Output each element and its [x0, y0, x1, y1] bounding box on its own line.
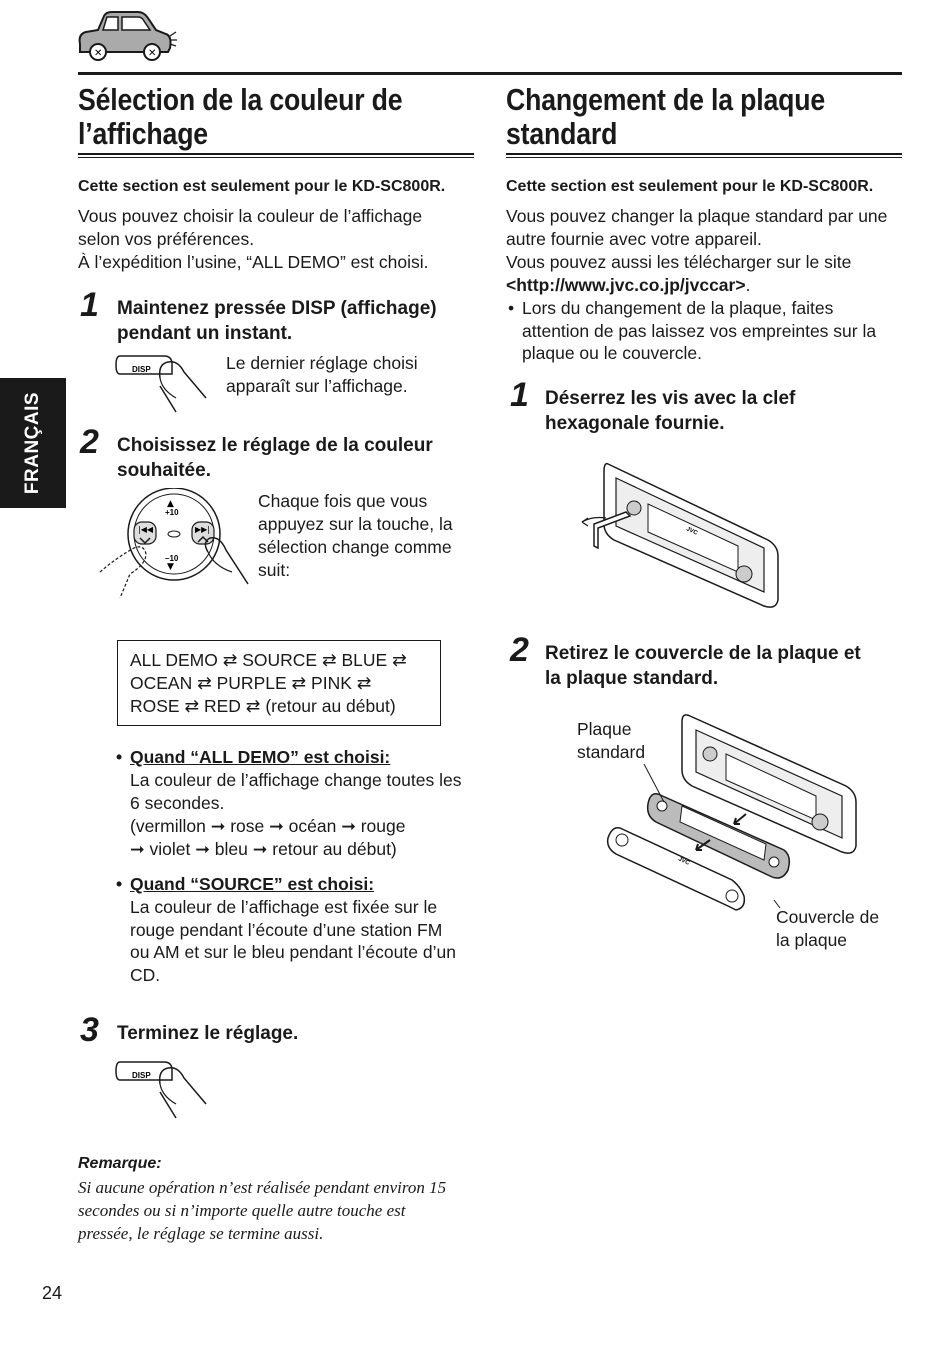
bullet2-line2: rouge pendant l’écoute d’une station FM [130, 920, 443, 940]
left-step1-line1: Maintenez pressée DISP (affichage) [117, 298, 437, 319]
pad-up-label: +10 [165, 508, 179, 517]
bullet2-heading: Quand “SOURCE” est choisi: [130, 874, 375, 894]
label-plaque-line2: standard [577, 742, 646, 762]
color-sequence-box [117, 640, 441, 726]
svg-text:|◀◀: |◀◀ [138, 525, 153, 534]
bullet2-line1: La couleur de l’affichage est fixée sur le [130, 897, 438, 917]
bullet2-dot: • [116, 874, 123, 894]
left-body-line1: Vous pouvez choisir la couleur de l’affichage [78, 206, 423, 226]
left-step2-line1: Choisissez le réglage de la couleur [117, 435, 433, 456]
right-bullet-line2: attention de pas laissez vos empreintes sur la [522, 321, 877, 341]
left-step1-number: 1 [80, 286, 99, 324]
left-step1-line2: pendant un instant. [117, 323, 293, 344]
svg-text:▲: ▲ [167, 499, 174, 509]
right-intro: Cette section est seulement pour le KD-SC800R. [506, 178, 874, 195]
bullet2-line4: CD. [130, 965, 161, 985]
left-body-line3: À l’expédition l’usine, “ALL DEMO” est choisi. [78, 252, 429, 272]
jvc-url-link[interactable]: <http://www.jvc.co.jp/jvccar> [506, 275, 746, 295]
right-step2-number: 2 [510, 631, 529, 669]
bullet1-line2: 6 secondes. [130, 793, 225, 813]
disp-button-illustration-2 [114, 1056, 210, 1122]
right-step1-line1: Déserrez les vis avec la clef [545, 388, 796, 409]
label-couvercle-line2: la plaque [776, 930, 848, 950]
remark-line1: Si aucune opération n’est réalisée pendant environ 15 [78, 1178, 447, 1197]
disp-label: DISP [132, 365, 151, 374]
plate-removal-illustration [606, 710, 864, 916]
label-couvercle-line1: Couvercle de [776, 907, 880, 927]
bullet1-line4: ➞ violet ➞ bleu ➞ retour au début) [130, 839, 397, 859]
jvc-logo-1: JVC [685, 526, 699, 537]
left-step2-number: 2 [80, 423, 99, 461]
sequence-line3: ROSE ⇄ RED ⇄ (retour au début) [130, 696, 396, 716]
right-bullet-line1: Lors du changement de la plaque, faites [522, 298, 834, 318]
bullet2-line3: ou AM et sur le bleu pendant l’écoute d’un [130, 942, 456, 962]
left-step2-line2: souhaitée. [117, 460, 211, 481]
svg-text:✕: ✕ [94, 48, 103, 59]
faceplate-hex-key-illustration [578, 460, 794, 614]
left-step3-text: Terminez le réglage. [117, 1023, 299, 1044]
bullet1-heading: Quand “ALL DEMO” est choisi: [130, 747, 391, 767]
right-step1-number: 1 [510, 376, 529, 414]
left-body-line2: selon vos préférences. [78, 229, 255, 249]
left-step2-desc1: Chaque fois que vous [258, 491, 428, 511]
right-title-line1: Changement de la plaque [506, 82, 825, 117]
language-tab [0, 378, 66, 508]
left-title-line2: l’affichage [78, 116, 208, 151]
remark-title: Remarque: [78, 1155, 162, 1172]
disp-button-illustration [114, 350, 210, 416]
control-pad-illustration [96, 488, 252, 600]
left-step2-desc2: appuyez sur la touche, la [258, 514, 453, 534]
right-title-line2: standard [506, 116, 618, 151]
right-step2-line1: Retirez le couvercle de la plaque et [545, 643, 861, 664]
remark-line3: pressée, le réglage se termine aussi. [78, 1224, 324, 1243]
car-icon [74, 8, 178, 66]
right-body-line1: Vous pouvez changer la plaque standard par une [506, 206, 888, 226]
url-period: . [745, 275, 751, 295]
header-rule [78, 72, 902, 75]
right-bullet-line3: plaque ou le couvercle. [522, 343, 702, 363]
left-step2-desc3: sélection change comme [258, 537, 452, 557]
right-step1-line2: hexagonale fournie. [545, 413, 725, 434]
pad-down-label: –10 [165, 554, 179, 563]
left-step1-desc1: Le dernier réglage choisi [226, 353, 418, 373]
left-step3-number: 3 [80, 1011, 99, 1049]
left-title-rule [78, 153, 474, 158]
remark-line2: secondes ou si n’importe quelle autre touche est [78, 1201, 406, 1220]
right-body-line3: Vous pouvez aussi les télécharger sur le site [506, 252, 852, 272]
left-step2-desc4: suit: [258, 560, 291, 580]
right-body-line2: autre fournie avec votre appareil. [506, 229, 762, 249]
left-step1-desc2: apparaît sur l’affichage. [226, 376, 408, 396]
disp-label-2: DISP [132, 1071, 151, 1080]
page-number: 24 [42, 1283, 63, 1303]
bullet1-dot: • [116, 747, 123, 767]
right-step2-line2: la plaque standard. [545, 668, 719, 689]
svg-text:▶▶|: ▶▶| [195, 525, 210, 534]
language-tab-label: FRANÇAIS [22, 391, 43, 495]
left-title-line1: Sélection de la couleur de [78, 82, 403, 117]
svg-text:✕: ✕ [148, 48, 157, 59]
bullet1-line1: La couleur de l’affichage change toutes les [130, 770, 462, 790]
right-title-rule [506, 153, 902, 158]
sequence-line2: OCEAN ⇄ PURPLE ⇄ PINK ⇄ [130, 673, 372, 693]
label-plaque-line1: Plaque [577, 719, 632, 739]
jvc-logo-2: JVC [677, 856, 691, 867]
left-intro: Cette section est seulement pour le KD-SC800R. [78, 178, 446, 195]
right-bullet-dot: • [508, 298, 515, 318]
svg-text:▼: ▼ [167, 562, 174, 572]
bullet1-line3: (vermillon ➞ rose ➞ océan ➞ rouge [130, 816, 406, 836]
sequence-line1: ALL DEMO ⇄ SOURCE ⇄ BLUE ⇄ [130, 650, 407, 670]
right-body-url-line [506, 274, 750, 297]
